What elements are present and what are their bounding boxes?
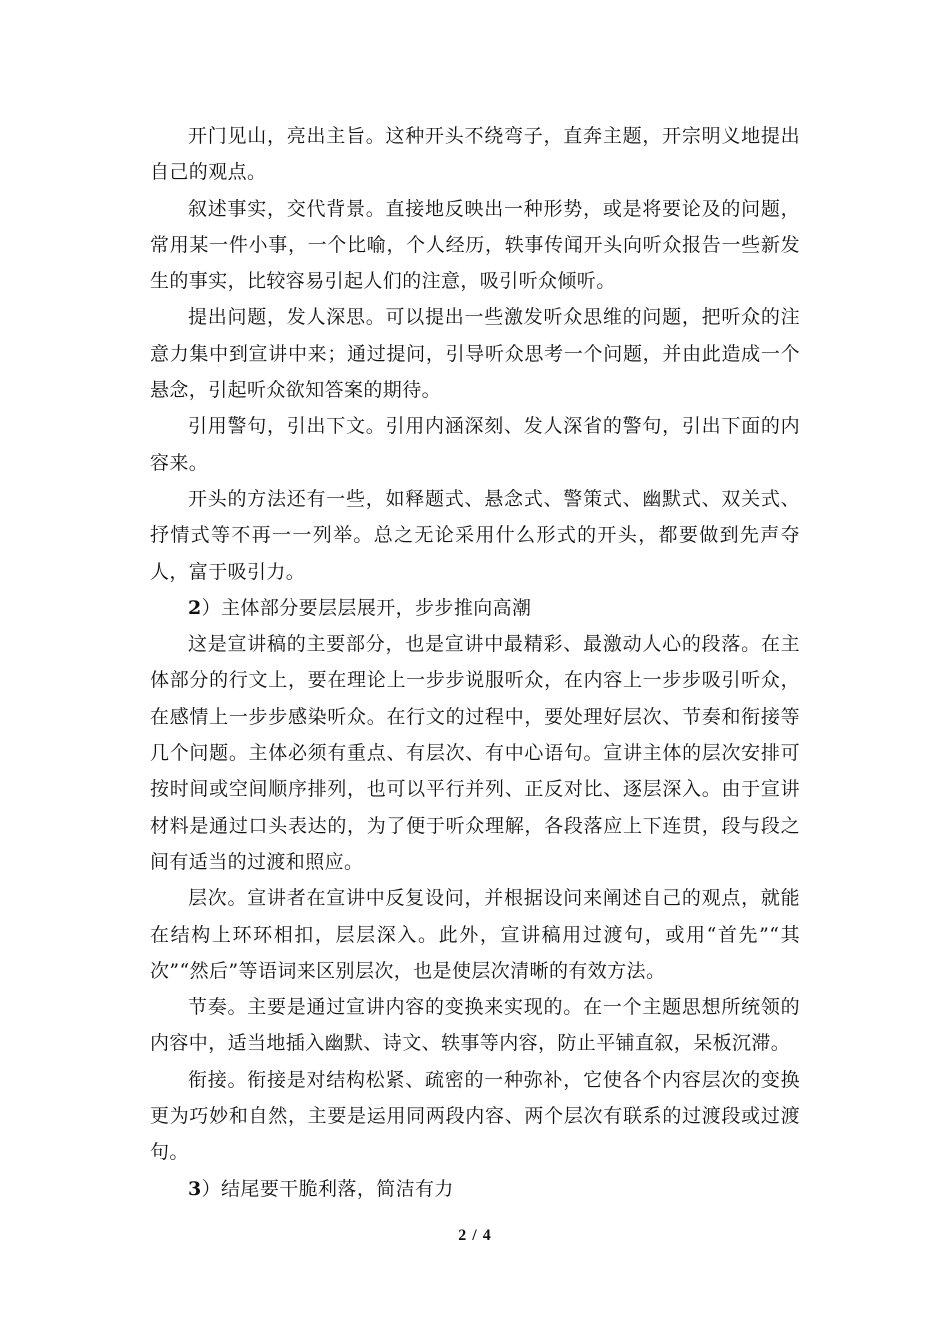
document-body [150,118,800,1207]
paragraph-opening-facts: 叙述事实，交代背景。直接地反映出一种形势，或是将要论及的问题，常用某一件小事，一个比喻，个人经历，轶事传闻开头向听众报告一些新发生的事实，比较容易引起人们的注意，吸引听众倾听。 [150,197,800,293]
section-title-3: ）结尾要干脆利落，简洁有力 [201,1177,454,1200]
paragraph-opening-direct: 开门见山，亮出主旨。这种开头不绕弯子，直奔主题，开宗明义地提出自己的观点。 [150,125,800,184]
section-heading-3 [150,1171,800,1207]
paragraph-body-main: 这是宣讲稿的主要部分，也是宣讲中最精彩、最激动人心的段落。在主体部分的行文上，要在理论上一步步说服听众，在内容上一步步吸引听众，在感情上一步步感染听众。在行文的过程中，要处理好层次、节奏和衔接等几个问题。主体必须有重点、有层次、有中心语句。宣讲主体的层次安排可按时间或空间顺序排列，也可以平行并列、正反对比、逐层深入。由于宣讲材料是通过口头表达的，为了便于听众理解，各段落应上下连贯，段与段之间有适当的过渡和照应。 [150,633,800,873]
paragraph-body-levels: 层次。宣讲者在宣讲中反复设问，并根据设问来阐述自己的观点，就能在结构上环环相扣，层层深入。此外，宣讲稿用过渡句，或用“首先”“其次”“然后”等语词来区别层次，也是使层次清晰的有效方法。 [150,887,800,982]
section-number-2: 2 [188,596,202,619]
section-heading-2 [150,590,800,626]
paragraph-body-rhythm: 节奏。主要是通过宣讲内容的变换来实现的。在一个主题思想所统领的内容中，适当地插入幽默、诗文、轶事等内容，防止平铺直叙，呆板沉滞。 [150,996,800,1055]
section-title-2: ）主体部分要层层展开，步步推向高潮 [201,596,532,619]
section-number-3: 3 [188,1177,202,1200]
paragraph-opening-quote: 引用警句，引出下文。引用内涵深刻、发人深省的警句，引出下面的内容来。 [150,415,800,474]
page-number: 2 / 4 [458,1227,492,1244]
paragraph-opening-question: 提出问题，发人深思。可以提出一些激发听众思维的问题，把听众的注意力集中到宣讲中来；通过提问，引导听众思考一个问题，并由此造成一个悬念，引起听众欲知答案的期待。 [150,306,800,402]
paragraph-opening-others: 开头的方法还有一些，如释题式、悬念式、警策式、幽默式、双关式、抒情式等不再一一列举。总之无论采用什么形式的开头，都要做到先声夺人，富于吸引力。 [150,487,800,583]
paragraph-body-transition: 衔接。衔接是对结构松紧、疏密的一种弥补，它使各个内容层次的变换更为巧妙和自然，主要是运用同两段内容、两个层次有联系的过渡段或过渡句。 [150,1068,800,1164]
